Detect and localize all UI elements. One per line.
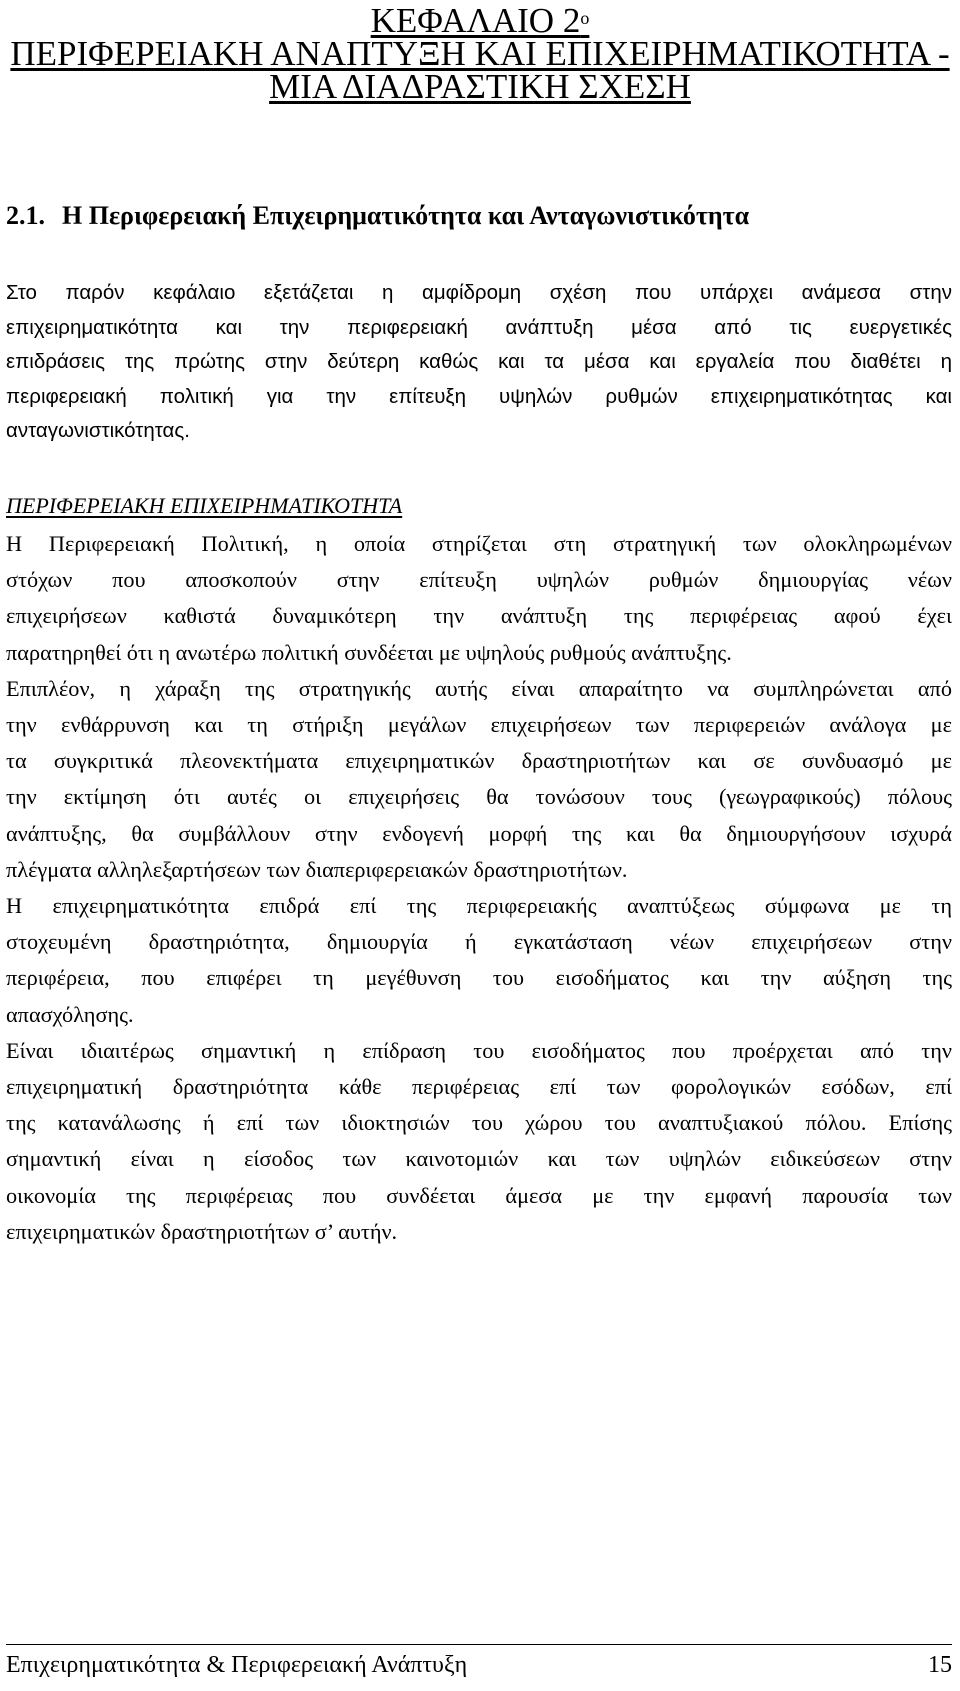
intro-line: περιφερειακή πολιτική για την επίτευξη υψηλών ρυθμών επιχειρηματικότητας και: [6, 384, 952, 408]
body-line: τα συγκριτικά πλεονεκτήματα επιχειρηματικών δραστηριοτήτων και σε συνδυασμό με: [6, 748, 952, 774]
chapter-superscript: ο: [580, 8, 590, 28]
section-heading: [6, 200, 952, 232]
intro-line: ανταγωνιστικότητας.: [6, 419, 190, 443]
body-line: πλέγματα αλληλεξαρτήσεων των διαπεριφερειακών δραστηριοτήτων.: [6, 856, 628, 882]
body-line: επιχειρηματική δραστηριότητα κάθε περιφέρειας επί των φορολογικών εσόδων, επί: [6, 1074, 952, 1100]
chapter-title-line-2: ΜΙΑ ΔΙΑΔΡΑΣΤΙΚΗ ΣΧΕΣΗ: [269, 67, 691, 106]
body-line: Επιπλέον, η χάραξη της στρατηγικής αυτής είναι απαραίτητο να συμπληρώνεται από: [6, 675, 952, 701]
page-number: 15: [928, 1652, 952, 1678]
body-text: [6, 526, 952, 1250]
footer-rule: [6, 1644, 952, 1645]
intro-paragraph: [6, 276, 952, 449]
body-line: στοχευμένη δραστηριότητα, δημιουργία ή εγκατάσταση νέων επιχειρήσεων στην: [6, 929, 952, 955]
body-line: ανάπτυξης, θα συμβάλλουν στην ενδογενή μορφή της και θα δημιουργήσουν ισχυρά: [6, 820, 952, 846]
body-line: Είναι ιδιαιτέρως σημαντική η επίδραση του εισοδήματος που προέρχεται από την: [6, 1037, 952, 1063]
body-line: επιχειρήσεων καθιστά δυναμικότερη την ανάπτυξη της περιφέρειας αφού έχει: [6, 603, 952, 629]
body-line: απασχόλησης.: [6, 1001, 134, 1027]
chapter-title-line-1: ΠΕΡΙΦΕΡΕΙΑΚΗ ΑΝΑΠΤΥΞΗ ΚΑΙ ΕΠΙΧΕΙΡΗΜΑΤΙΚΟΤΗΤΑ -: [10, 34, 950, 73]
body-line: οικονομία της περιφέρειας που συνδέεται άμεσα με την εμφανή παρουσία των: [6, 1182, 952, 1208]
subheading: ΠΕΡΙΦΕΡΕΙΑΚΗ ΕΠΙΧΕΙΡΗΜΑΤΙΚΟΤΗΤΑ: [6, 493, 403, 518]
section-title: Η Περιφερειακή Επιχειρηματικότητα και Ανταγωνιστικότητα: [62, 201, 750, 230]
intro-line: Στο παρόν κεφάλαιο εξετάζεται η αμφίδρομη σχέση που υπάρχει ανάμεσα στην: [6, 281, 952, 304]
chapter-header: [0, 1, 960, 106]
footer-title: Επιχειρηματικότητα & Περιφερειακή Ανάπτυξη: [6, 1652, 468, 1678]
intro-line: επιχειρηματικότητα και την περιφερειακή ανάπτυξη μέσα από τις ευεργετικές: [6, 315, 952, 339]
body-line: επιχειρηματικών δραστηριοτήτων σ’ αυτήν.: [6, 1218, 398, 1244]
intro-line: επιδράσεις της πρώτης στην δεύτερη καθώς και τα μέσα και εργαλεία που διαθέτει η: [6, 350, 952, 374]
section-number: 2.1.: [6, 201, 45, 230]
body-line: την εκτίμηση ότι αυτές οι επιχειρήσεις θα τονώσουν τους (γεωγραφικούς) πόλους: [6, 784, 952, 810]
body-line: την ενθάρρυνση και τη στήριξη μεγάλων επιχειρήσεων των περιφερειών ανάλογα με: [6, 712, 952, 738]
chapter-label: ΚΕΦΑΛΑΙΟ $2^o$: [370, 1, 590, 40]
body-line: Η επιχειρηματικότητα επιδρά επί της περιφερειακής αναπτύξεως σύμφωνα με τη: [6, 893, 952, 919]
body-line: σημαντική είναι η είσοδος των καινοτομιών και των υψηλών ειδικεύσεων στην: [6, 1146, 952, 1172]
body-line: παρατηρηθεί ότι η ανωτέρω πολιτική συνδέεται με υψηλούς ρυθμούς ανάπτυξης.: [6, 639, 732, 665]
body-line: στόχων που αποσκοπούν στην επίτευξη υψηλών ρυθμών δημιουργίας νέων: [6, 567, 952, 593]
body-line: της κατανάλωσης ή επί των ιδιοκτησιών του χώρου του αναπτυξιακού πόλου. Επίσης: [6, 1110, 952, 1136]
body-line: περιφέρεια, που επιφέρει τη μεγέθυνση του εισοδήματος και την αύξηση της: [6, 965, 952, 991]
body-line: Η Περιφερειακή Πολιτική, η οποία στηρίζεται στη στρατηγική των ολοκληρωμένων: [6, 531, 952, 556]
